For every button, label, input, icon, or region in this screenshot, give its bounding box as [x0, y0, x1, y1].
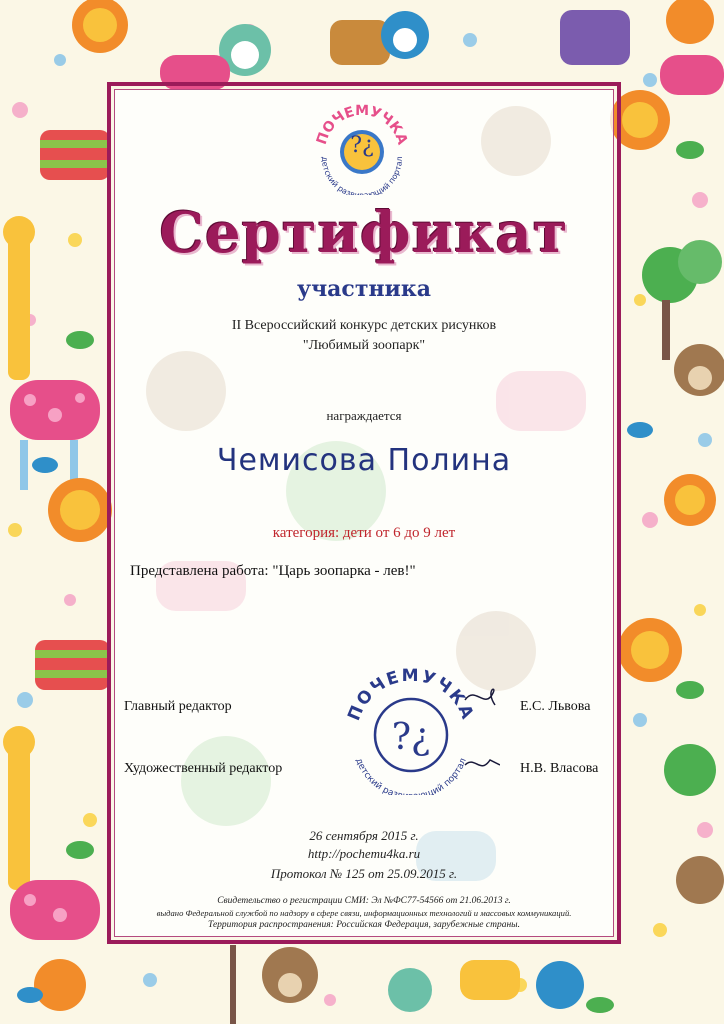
certificate-title: Сертификат [159, 200, 569, 266]
svg-text:?¿: ?¿ [391, 717, 431, 758]
legal-line3: Территория распространения: Российская Федерация, зарубежные страны. [208, 920, 520, 930]
certificate-subtitle: участника [296, 276, 432, 302]
issue-date: 26 сентября 2015 г. [309, 828, 419, 843]
awarded-label: награждается [326, 408, 402, 423]
logo-question-mark: ?¿ [350, 133, 374, 158]
stamp [325, 665, 500, 795]
art-editor-role: Художественный редактор [124, 761, 283, 776]
signature-1-icon [465, 689, 495, 705]
signature-2-icon [465, 760, 500, 766]
contest-name-line1: II Всероссийский конкурс детских рисунков [231, 318, 497, 333]
svg-text:детский развивающий портал [353, 757, 469, 795]
winner-name: Чемисова Полина [216, 443, 512, 478]
art-editor-name: Н.В. Власова [520, 761, 599, 776]
logo-brand-text: ПОЧЕМУЧКА [313, 102, 411, 147]
work-title: Представлена работа: "Царь зоопарка - лев!" [130, 563, 416, 579]
stamp-seal-icon [325, 665, 500, 795]
site-url: http://pochemu4ka.ru [307, 846, 421, 861]
legal-line1: Свидетельство о регистрации СМИ: Эл №ФС77-54566 от 21.06.2013 г. [217, 896, 511, 906]
chief-editor-role: Главный редактор [124, 699, 232, 714]
protocol-number: Протокол № 125 от 25.09.2015 г. [270, 866, 458, 881]
stamp-tagline-text: детский раз щий портал [353, 756, 469, 795]
legal-line2: выдано Федеральной службой по надзору в сфере связи, информационных технологий и массовых коммуникаций. [156, 908, 572, 918]
category-text: категория: дети от 6 до 9 лет [272, 525, 456, 541]
stamp-brand-text: ПОЧЕМУЧКА [344, 665, 478, 724]
svg-text:ПОЧЕМУЧКА [344, 666, 478, 724]
contest-name-line2: "Любимый зоопарк" [302, 338, 426, 353]
top-logo [300, 100, 430, 195]
logo-tagline-text: детский разв ющий портал [319, 156, 405, 195]
chief-editor-name: Е.С. Львова [520, 699, 591, 714]
